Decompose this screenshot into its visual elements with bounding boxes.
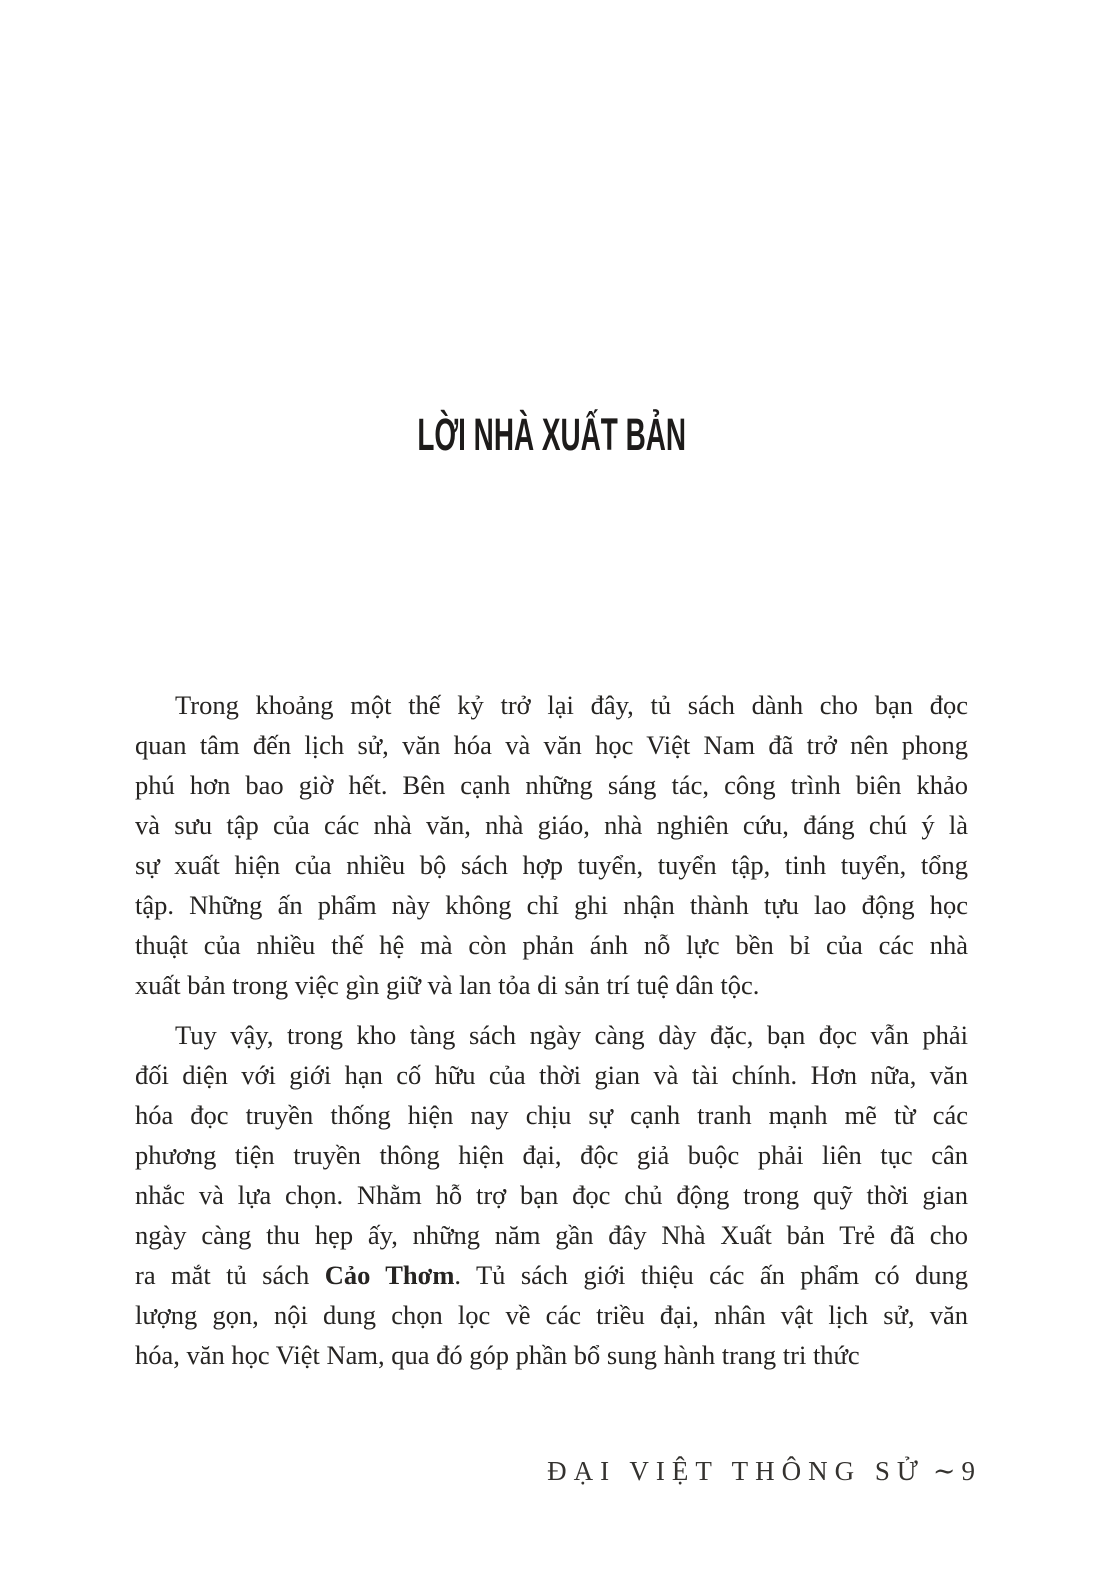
text-line: Tuy vậy, trong kho tàng sách ngày càng dày đặc, bạn đọc vẫn phải [175,1020,968,1050]
text-line: ngày càng thu hẹp ấy, những năm gần đây Nhà Xuất bản Trẻ đã cho [135,1220,968,1250]
footer-page-number: 9 [961,1456,975,1486]
text-line: sự xuất hiện của nhiều bộ sách hợp tuyển, tuyển tập, tinh tuyển, tổng [135,850,968,880]
text-line: phú hơn bao giờ hết. Bên cạnh những sáng tác, công trình biên khảo [135,770,968,800]
text-line: phương tiện truyền thông hiện đại, độc giả buộc phải liên tục cân [135,1140,968,1170]
text-line: nhắc và lựa chọn. Nhằm hỗ trợ bạn đọc chủ động trong quỹ thời gian [135,1180,968,1210]
text-line: Trong khoảng một thế kỷ trở lại đây, tủ sách dành cho bạn đọc [175,690,968,720]
paragraph [135,685,968,1005]
text-line: quan tâm đến lịch sử, văn hóa và văn học Việt Nam đã trở nên phong [135,730,968,760]
text-segment: . Tủ sách giới thiệu các ấn phẩm có dung [454,1260,968,1290]
text-line: hóa đọc truyền thống hiện nay chịu sự cạnh tranh mạnh mẽ từ các [135,1100,968,1130]
text-line: tập. Những ấn phẩm này không chỉ ghi nhận thành tựu lao động học [135,890,968,920]
page-title-text: LỜI NHÀ XUẤT BẢN [417,409,686,460]
text-line: và sưu tập của các nhà văn, nhà giáo, nhà nghiên cứu, đáng chú ý là [135,810,968,840]
text-line: xuất bản trong việc gìn giữ và lan tỏa di sản trí tuệ dân tộc. [135,970,760,1000]
page-title [0,408,1103,462]
text-line: đối diện với giới hạn cố hữu của thời gian và tài chính. Hơn nữa, văn [135,1060,968,1090]
text-line: thuật của nhiều thế hệ mà còn phản ánh nỗ lực bền bỉ của các nhà [135,930,968,960]
text-line [135,1255,968,1295]
paragraph [135,1015,968,1375]
footer-separator: ∼ [932,1456,956,1487]
text-line: hóa, văn học Việt Nam, qua đó góp phần bổ sung hành trang tri thức [135,1340,860,1370]
body-text [135,685,968,1375]
text-segment: ra mắt tủ sách [135,1260,325,1290]
page-footer [547,1456,975,1487]
book-series-name: Cảo Thơm [324,1260,455,1290]
footer-book-title: ĐẠI VIỆT THÔNG SỬ [547,1456,925,1486]
text-line: lượng gọn, nội dung chọn lọc về các triều đại, nhân vật lịch sử, văn [135,1300,968,1330]
